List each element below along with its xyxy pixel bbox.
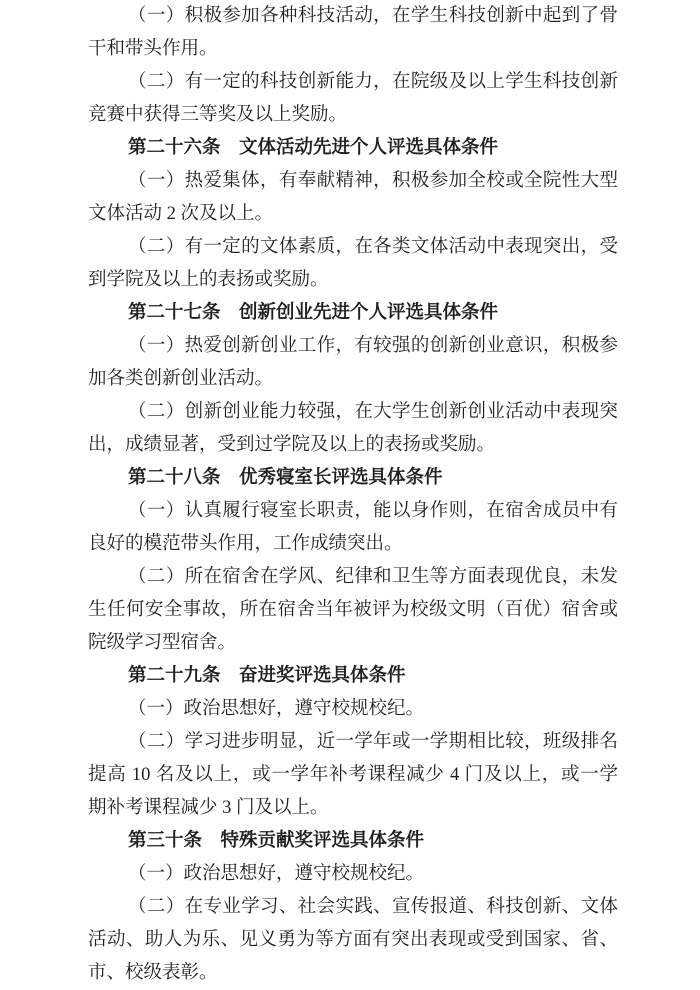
body-paragraph (88, 726, 618, 825)
text-line: 到学院及以上的表扬或奖励。 (88, 270, 329, 290)
text-line: 市、校级表彰。 (88, 963, 218, 983)
body-paragraph (88, 330, 618, 396)
text-line: （一）政治思想好，遵守校规校纪。 (128, 699, 425, 719)
article-heading-line: 第二十六条 文体活动先进个人评选具体条件 (128, 138, 499, 158)
text-line: 活动、助人为乐、见义勇为等方面有突出表现或受到国家、省、 (88, 930, 618, 950)
text-line: （一）政治思想好，遵守校规校纪。 (128, 864, 425, 884)
body-paragraph (88, 693, 618, 726)
article-heading-line: 第二十八条 优秀寝室长评选具体条件 (128, 468, 443, 488)
body-paragraph (88, 231, 618, 297)
text-line: 期补考课程减少 3 门及以上。 (88, 798, 329, 818)
article-heading (88, 660, 618, 693)
article-heading-line: 第二十七条 创新创业先进个人评选具体条件 (128, 303, 499, 323)
text-line: 文体活动 2 次及以上。 (88, 204, 274, 224)
text-line: （一）认真履行寝室长职责，能以身作则，在宿舍成员中有 (128, 501, 618, 521)
text-line: 出，成绩显著，受到过学院及以上的表扬或奖励。 (88, 435, 496, 455)
article-heading (88, 132, 618, 165)
text-line: （二）学习进步明显，近一学年或一学期相比较，班级排名 (128, 732, 618, 752)
text-line: （一）积极参加各种科技活动，在学生科技创新中起到了骨 (128, 6, 618, 26)
article-heading-line: 第三十条 特殊贡献奖评选具体条件 (128, 831, 425, 851)
body-paragraph (88, 891, 618, 990)
body-paragraph (88, 0, 618, 66)
text-line: 加各类创新创业活动。 (88, 369, 274, 389)
text-line: （一）热爱集体，有奉献精神，积极参加全校或全院性大型 (128, 171, 618, 191)
article-heading (88, 297, 618, 330)
text-line: （二）所在宿舍在学风、纪律和卫生等方面表现优良，未发 (128, 567, 618, 587)
text-line: 提高 10 名及以上，或一学年补考课程减少 4 门及以上，或一学 (88, 765, 618, 785)
text-line: （二）创新创业能力较强，在大学生创新创业活动中表现突 (128, 402, 618, 422)
article-heading-line: 第二十九条 奋进奖评选具体条件 (128, 666, 406, 686)
text-line: （二）在专业学习、社会实践、宣传报道、科技创新、文体 (128, 897, 618, 917)
article-heading (88, 825, 618, 858)
text-line: 院级学习型宿舍。 (88, 633, 237, 653)
text-line: （一）热爱创新创业工作，有较强的创新创业意识，积极参 (128, 336, 618, 356)
text-line: （二）有一定的科技创新能力，在院级及以上学生科技创新 (128, 72, 618, 92)
text-line: 干和带头作用。 (88, 39, 218, 59)
body-paragraph (88, 396, 618, 462)
text-line: 生任何安全事故，所在宿舍当年被评为校级文明（百优）宿舍或 (88, 600, 618, 620)
text-line: 竞赛中获得三等奖及以上奖励。 (88, 105, 348, 125)
body-paragraph (88, 561, 618, 660)
body-paragraph (88, 66, 618, 132)
text-line: （二）有一定的文体素质，在各类文体活动中表现突出，受 (128, 237, 618, 257)
text-line: 良好的模范带头作用，工作成绩突出。 (88, 534, 403, 554)
article-heading (88, 462, 618, 495)
body-paragraph (88, 495, 618, 561)
body-paragraph (88, 165, 618, 231)
body-paragraph (88, 858, 618, 891)
